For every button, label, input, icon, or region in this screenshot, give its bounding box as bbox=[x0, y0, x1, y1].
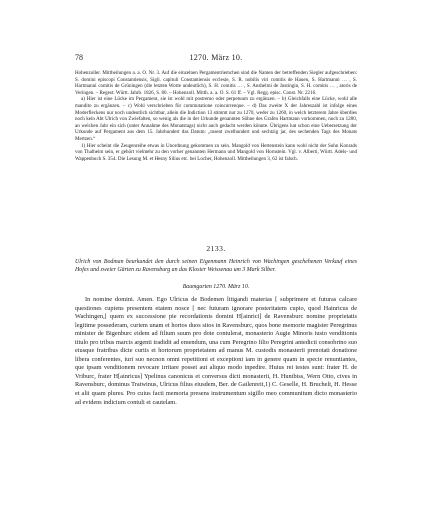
document-number: 2133. bbox=[206, 244, 226, 253]
charter-paragraph: In nomine domini. Amen. Ego Ulricus de Bodemen litigandi materias [ subprimere et futuras calcare questiones cupiens presentem etatem nosce [ nec futuram ignorare posteritatem cupio, quod Hainricus de Wachingen,[ quem ex successione pie recordationis domini H[ainrici] de Ravensburc nomine proprietatis legitime possederam, curiem unam et hortos duos sitos in Ravensburc, quos bone memorie magister Peregrinus minister de Bigenburc eidem ad filium suum pro dote contulerat, monasterio Augie Minoris iusto venditionis titulo pro tribus marcis argenti tradidit ad emendum, una cum Peregrino filio Peregrini antedicti consobrino suo eiusque fratribus dicte curiis et hortorum proprietatem ad manus M. custodis monasterii prenotati donatione libera conferentes, iuri suo necnon omni repetitioni et exceptioni iam in genere quam in specie renuntiantes, que ipsam venditionem revocare irritare posset aut aliquo modo inpedire. Huius rei testes sunt: frater H. de Vriburc, frater H[ainricus] Ypelinus canonicus et conversus dicti monasterii, H. Huntbiss, Wern Otto, cives in Ravensburc, dominus Tratwinus, Ulricus filius eiusdem, Ber. de Gailenreit,1) C. Geselle, H. Bruchelt, H. Hesse et alii quam plures. Pro cuius facti memoria presens instrumentum sigillo meo communitum dicto monasterio ad evidens indicium contuli et cautelam. bbox=[75, 296, 357, 406]
charter-text bbox=[75, 296, 357, 407]
note-paragraph: Hohenzoller. Mittheilungen a. a. O. Nr. 3. Auf die einzelnen Pergamentriemchen sind die Namen der betreffenden Siegler aufgeschrieben: S. domini episcopi Constantiensis, Sigil. capituli Constantiensis ecclesie, S. R. nobilis viri comitis de Hauen, S. Hartmanni … , S. Hartmanni comitis de Grüningen (die letzten Worte undeutlich), S. H. comitis … , S. Anshelmi de Justingin, S. H. comitis … , atoris de Veringen. – Regest: Württ. Jahrb. 1826, S. 80. – Hohenzoll. Mitth. a. a. O. S. 61 ff. – Vgl. Regg. episc. Const. Nr. 2216. bbox=[75, 70, 357, 96]
place-date-line: Baumgarten 1270. März 10. bbox=[182, 284, 250, 290]
note-paragraph: a) Hier ist eine Lücke im Pergament, sie ist wohl mit postremo oder perpetuum zu ergänzen. – b) Gleichfalls eine Lücke, wohl alle mandito zu ergänzen. – c) Wohl verschrieben für commutatione coincurrenque. – d) Das zweite X der Jahreszahl ist infolge eines Moderfleckens nur noch undeutlich sichtbar, allein die Indiction 13 stimmt nur zu 1270, weder zu 1260, in welch letzterem Jahre überdies noch kein Abt Ulrich von Zwiefalten, so wenig als die in der Urkunde genannten Söhne des Grafen Hartmann vorkommen, noch zu 1280, an welchen Jahr ein sich (unter Annahme des Monatstags) nicht auch gedacht werden könnte. Übrigens hat schon eine Uebersetzung der Urkunde auf Pergament aus dem 15. Jahrhundert das Datum: „tusent zwelhundert und sechtzig jar, des sechenden Tags des Monats Mertzen.“ bbox=[75, 96, 357, 142]
footnotes-previous-document bbox=[75, 70, 357, 162]
page-number: 78 bbox=[75, 53, 83, 62]
document-regest bbox=[75, 258, 357, 274]
running-title: 1270. März 10. bbox=[189, 53, 243, 62]
page-header bbox=[75, 52, 357, 64]
note-paragraph: 1) Hier scheint die Zeugenreihe etwas in Unordnung gekommen zu sein. Mangold von Hertenstein kann wohl nicht der Sohn Konrads von Thalheim sein, er gehört vielmehr zu den vorher genannten Hermann und Mangold von Hornstein. Vgl. v. Alberti, Württ. Adels- und Wappenbuch S. 354. Die Lesung M. et Hesny Silius etc. bei Locher, Hohenzoll. Mittheilungen 3, 62 ist falsch. bbox=[75, 142, 357, 162]
regest-text: Ulrich von Bodman beurkundet den durch seinen Eigenmann Heinrich von Wachingen geschehenen Verkauf eines Hofes und zweier Gärten zu Ravensburg an das Kloster Weissenau um 3 Mark Silber. bbox=[75, 259, 357, 273]
